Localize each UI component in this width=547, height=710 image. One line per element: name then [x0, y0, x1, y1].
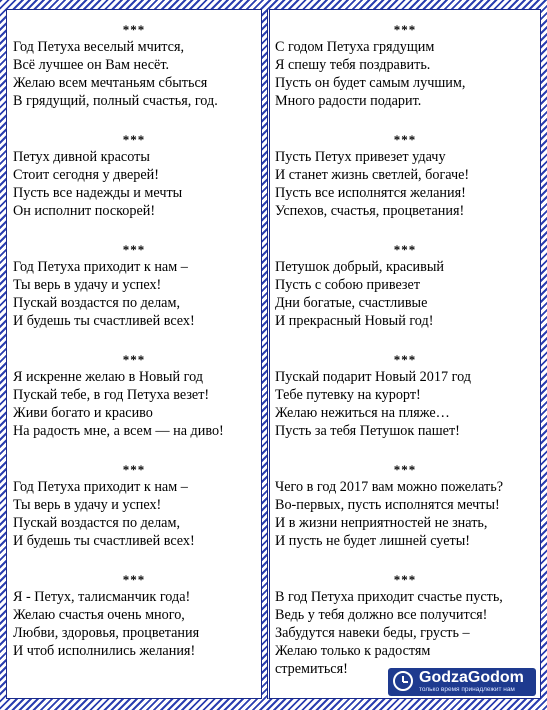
- poem-line: Пускай воздастся по делам,: [13, 295, 181, 311]
- poem-separator: ***: [393, 572, 417, 587]
- poem-line: На радость мне, а всем — на диво!: [13, 423, 224, 439]
- poem-line: Желаю только к радостям: [275, 643, 431, 659]
- poem-separator: ***: [122, 572, 146, 587]
- poem-line: Я искренне желаю в Новый год: [13, 369, 203, 385]
- poem-line: Успехов, счастья, процветания!: [275, 203, 465, 219]
- poem-line: Ты верь в удачу и успех!: [13, 277, 162, 293]
- poem-line: Чего в год 2017 вам можно пожелать?: [275, 479, 504, 495]
- poem-line: Петух дивной красоты: [13, 149, 150, 165]
- poem-line: Любви, здоровья, процветания: [13, 625, 200, 641]
- poem-line: Пускай тебе, в год Петуха везет!: [13, 387, 210, 403]
- left-poem-column: [6, 9, 262, 699]
- poem-line: С годом Петуха грядущим: [275, 39, 435, 55]
- left-poem-6: [7, 572, 261, 660]
- poem-line: Пусть он будет самым лучшим,: [275, 75, 466, 91]
- poem-separator: ***: [122, 352, 146, 367]
- poem-line: Желаю нежиться на пляже…: [275, 405, 450, 421]
- poem-line: Пусть за тебя Петушок пашет!: [275, 423, 460, 439]
- poem-line: Пускай воздастся по делам,: [13, 515, 181, 531]
- poem-line: Стоит сегодня у дверей!: [13, 167, 160, 183]
- poem-separator: ***: [393, 242, 417, 257]
- poem-separator: ***: [393, 352, 417, 367]
- poem-separator: ***: [122, 132, 146, 147]
- poem-line: Желаю всем мечтаньям сбыться: [13, 75, 208, 91]
- poem-line: Пусть все надежды и мечты: [13, 185, 183, 201]
- poem-line: Пусть все исполнятся желания!: [275, 185, 466, 201]
- poem-line: Я - Петух, талисманчик года!: [13, 589, 191, 605]
- logo-tagline: только время принадлежит нам: [419, 686, 515, 693]
- right-poem-column: [267, 9, 541, 699]
- poem-line: И будешь ты счастливей всех!: [13, 533, 195, 549]
- poem-separator: ***: [393, 462, 417, 477]
- poem-line: Тебе путевку на курорт!: [275, 387, 421, 403]
- poem-line: Живи богато и красиво: [13, 405, 153, 421]
- right-poem-2: [270, 132, 540, 220]
- clock-icon: [393, 671, 413, 691]
- right-poem-6: [270, 572, 540, 678]
- poem-separator: ***: [122, 462, 146, 477]
- right-poem-5: [270, 462, 540, 550]
- poem-line: Пускай подарит Новый 2017 год: [275, 369, 471, 385]
- poem-line: И пусть не будет лишней суеты!: [275, 533, 470, 549]
- poem-line: Пусть Петух привезет удачу: [275, 149, 446, 165]
- poem-line: И прекрасный Новый год!: [275, 313, 434, 329]
- poem-separator: ***: [122, 22, 146, 37]
- poem-separator: ***: [122, 242, 146, 257]
- poem-separator: ***: [393, 22, 417, 37]
- poem-line: Петушок добрый, красивый: [275, 259, 444, 275]
- poem-line: В год Петуха приходит счастье пусть,: [275, 589, 503, 605]
- poem-line: В грядущий, полный счастья, год.: [13, 93, 218, 109]
- poem-line: И в жизни неприятностей не знать,: [275, 515, 488, 531]
- poem-line: Всё лучшее он Вам несёт.: [13, 57, 170, 73]
- poem-line: И будешь ты счастливей всех!: [13, 313, 195, 329]
- right-poem-4: [270, 352, 540, 440]
- right-poem-3: [270, 242, 540, 330]
- left-poem-5: [7, 462, 261, 550]
- poem-line: Год Петуха приходит к нам –: [13, 479, 188, 495]
- godzagodom-logo: [388, 668, 536, 696]
- poem-line: Желаю счастья очень много,: [13, 607, 185, 623]
- poem-separator: ***: [393, 132, 417, 147]
- poem-line: И чтоб исполнились желания!: [13, 643, 196, 659]
- poem-line: Пусть с собою привезет: [275, 277, 421, 293]
- poem-line: Я спешу тебя поздравить.: [275, 57, 431, 73]
- poem-line: Год Петуха приходит к нам –: [13, 259, 188, 275]
- right-poem-1: [270, 22, 540, 110]
- poem-line: Ты верь в удачу и успех!: [13, 497, 162, 513]
- poem-line: стремиться!: [275, 661, 348, 677]
- left-poem-4: [7, 352, 261, 440]
- poem-line: Он исполнит поскорей!: [13, 203, 156, 219]
- poem-line: И станет жизнь светлей, богаче!: [275, 167, 470, 183]
- left-poem-1: [7, 22, 261, 110]
- poem-line: Ведь у тебя должно все получится!: [275, 607, 488, 623]
- poem-line: Год Петуха веселый мчится,: [13, 39, 185, 55]
- poem-line: Во-первых, пусть исполнятся мечты!: [275, 497, 500, 513]
- logo-name: GodzaGodom: [419, 669, 524, 686]
- poem-line: Забудутся навеки беды, грусть –: [275, 625, 470, 641]
- left-poem-3: [7, 242, 261, 330]
- poem-line: Много радости подарит.: [275, 93, 422, 109]
- left-poem-2: [7, 132, 261, 220]
- poem-line: Дни богатые, счастливые: [275, 295, 428, 311]
